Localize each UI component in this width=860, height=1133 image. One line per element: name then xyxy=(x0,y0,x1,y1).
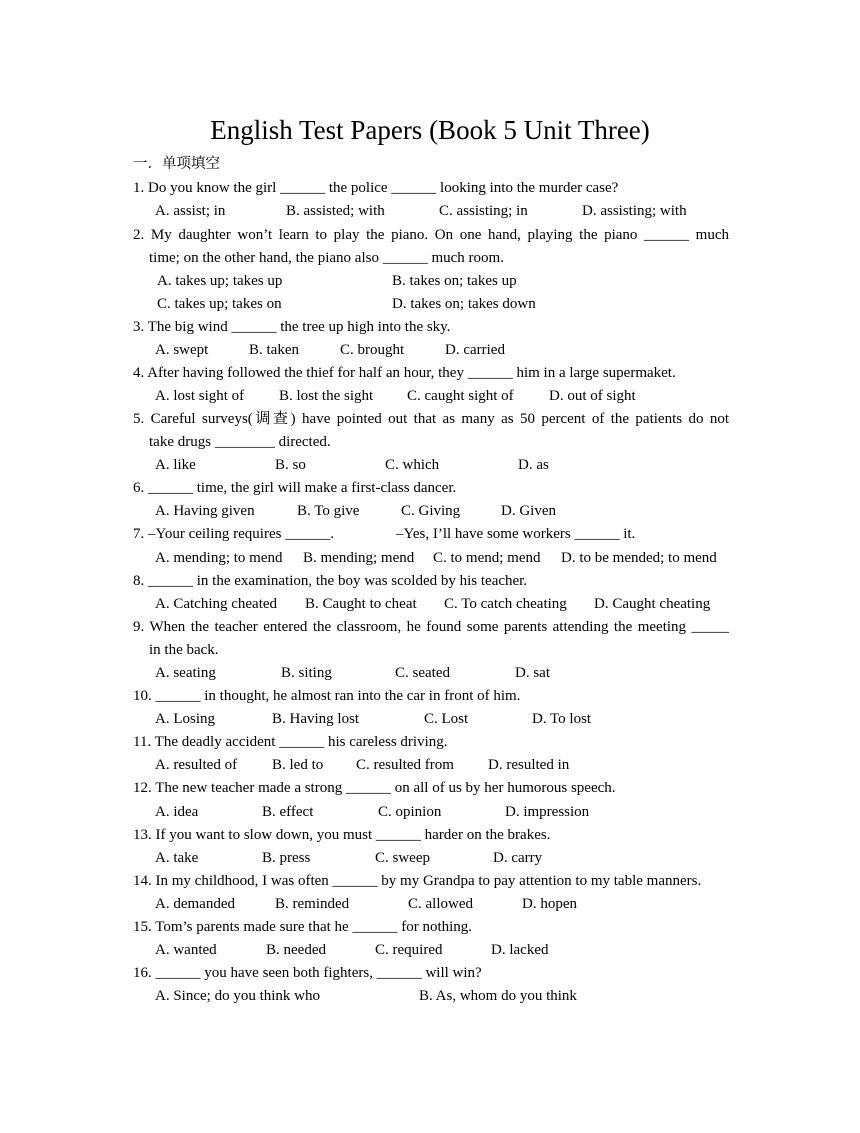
section-heading: 一．单项填空 xyxy=(133,156,220,172)
question-10-stem: 10. ______ in thought, he almost ran into the car in front of him. xyxy=(133,688,521,704)
q8-option-d: D. Caught cheating xyxy=(594,596,711,612)
q2-option-b: B. takes on; takes up xyxy=(392,273,517,289)
q2-option-a: A. takes up; takes up xyxy=(157,273,283,289)
q1-option-d: D. assisting; with xyxy=(582,203,687,219)
question-2-stem: 2. My daughter won’t learn to play the piano. On one hand, playing the piano ______ much xyxy=(133,227,729,243)
question-7-stem: 7. –Your ceiling requires ______. xyxy=(133,526,334,542)
q3-option-b: B. taken xyxy=(249,342,299,358)
q4-option-c: C. caught sight of xyxy=(407,388,514,404)
q3-option-d: D. carried xyxy=(445,342,505,358)
q9-option-d: D. sat xyxy=(515,665,550,681)
q10-option-b: B. Having lost xyxy=(272,711,360,727)
q4-option-b: B. lost the sight xyxy=(279,388,374,404)
q5-option-c: C. which xyxy=(385,457,440,473)
q8-option-c: C. To catch cheating xyxy=(444,596,567,612)
q1-option-a: A. assist; in xyxy=(155,203,226,219)
question-2-stem-cont: time; on the other hand, the piano also ______ much room. xyxy=(149,250,504,266)
question-7-reply: –Yes, I’ll have some workers ______ it. xyxy=(396,526,636,542)
q13-option-b: B. press xyxy=(262,850,311,866)
question-5-stem-cont: take drugs ________ directed. xyxy=(149,434,331,450)
q4-option-a: A. lost sight of xyxy=(155,388,245,404)
q7-option-d: D. to be mended; to mend xyxy=(561,550,717,566)
question-15-stem: 15. Tom’s parents made sure that he ______ for nothing. xyxy=(133,919,473,935)
q11-option-b: B. led to xyxy=(272,757,324,773)
q3-option-a: A. swept xyxy=(155,342,209,358)
q7-option-a: A. mending; to mend xyxy=(155,550,283,566)
q1-option-b: B. assisted; with xyxy=(286,203,385,219)
q14-option-b: B. reminded xyxy=(275,896,350,912)
q16-option-a: A. Since; do you think who xyxy=(155,988,320,1004)
question-9-stem-cont: in the back. xyxy=(149,642,219,658)
q5-option-d: D. as xyxy=(518,457,549,473)
q10-option-d: D. To lost xyxy=(532,711,592,727)
q15-option-a: A. wanted xyxy=(155,942,217,958)
q9-option-a: A. seating xyxy=(155,665,216,681)
question-12-stem: 12. The new teacher made a strong ______ on all of us by her humorous speech. xyxy=(133,780,616,796)
q10-option-c: C. Lost xyxy=(424,711,469,727)
q8-option-b: B. Caught to cheat xyxy=(305,596,417,612)
q9-option-c: C. seated xyxy=(395,665,450,681)
q15-option-d: D. lacked xyxy=(491,942,549,958)
q15-option-b: B. needed xyxy=(266,942,326,958)
question-16-stem: 16. ______ you have seen both fighters, ______ will win? xyxy=(133,965,482,981)
q13-option-a: A. take xyxy=(155,850,199,866)
q13-option-c: C. sweep xyxy=(375,850,430,866)
question-3-stem: 3. The big wind ______ the tree up high into the sky. xyxy=(133,319,451,335)
q11-option-a: A. resulted of xyxy=(155,757,238,773)
q11-option-c: C. resulted from xyxy=(356,757,454,773)
q7-option-c: C. to mend; mend xyxy=(433,550,541,566)
q1-option-c: C. assisting; in xyxy=(439,203,528,219)
question-4-stem: 4. After having followed the thief for half an hour, they ______ him in a large supermaket. xyxy=(133,365,676,381)
q8-option-a: A. Catching cheated xyxy=(155,596,278,612)
q14-option-d: D. hopen xyxy=(522,896,577,912)
q12-option-a: A. idea xyxy=(155,804,199,820)
q2-option-d: D. takes on; takes down xyxy=(392,296,536,312)
question-13-stem: 13. If you want to slow down, you must ______ harder on the brakes. xyxy=(133,827,551,843)
q10-option-a: A. Losing xyxy=(155,711,215,727)
q15-option-c: C. required xyxy=(375,942,443,958)
q6-option-b: B. To give xyxy=(297,503,360,519)
question-5-stem: 5. Careful surveys(调查) have pointed out that as many as 50 percent of the patients do not xyxy=(133,411,729,427)
question-9-stem: 9. When the teacher entered the classroom, he found some parents attending the meeting _____ xyxy=(133,619,729,635)
q3-option-c: C. brought xyxy=(340,342,405,358)
question-1-stem: 1. Do you know the girl ______ the police ______ looking into the murder case? xyxy=(133,180,619,196)
q5-option-b: B. so xyxy=(275,457,306,473)
q5-option-a: A. like xyxy=(155,457,196,473)
q14-option-a: A. demanded xyxy=(155,896,235,912)
question-8-stem: 8. ______ in the examination, the boy was scolded by his teacher. xyxy=(133,573,528,589)
question-11-stem: 11. The deadly accident ______ his careless driving. xyxy=(133,734,448,750)
q4-option-d: D. out of sight xyxy=(549,388,636,404)
q14-option-c: C. allowed xyxy=(408,896,473,912)
q6-option-d: D. Given xyxy=(501,503,556,519)
q12-option-b: B. effect xyxy=(262,804,314,820)
q11-option-d: D. resulted in xyxy=(488,757,570,773)
q12-option-c: C. opinion xyxy=(378,804,442,820)
q16-option-b: B. As, whom do you think xyxy=(419,988,577,1004)
q6-option-c: C. Giving xyxy=(401,503,461,519)
page-title: English Test Papers (Book 5 Unit Three) xyxy=(210,115,650,145)
q2-option-c: C. takes up; takes on xyxy=(157,296,282,312)
q12-option-d: D. impression xyxy=(505,804,590,820)
q6-option-a: A. Having given xyxy=(155,503,255,519)
q9-option-b: B. siting xyxy=(281,665,332,681)
q13-option-d: D. carry xyxy=(493,850,543,866)
q7-option-b: B. mending; mend xyxy=(303,550,415,566)
question-6-stem: 6. ______ time, the girl will make a first-class dancer. xyxy=(133,480,457,496)
question-14-stem: 14. In my childhood, I was often ______ by my Grandpa to pay attention to my table manners. xyxy=(133,873,702,889)
